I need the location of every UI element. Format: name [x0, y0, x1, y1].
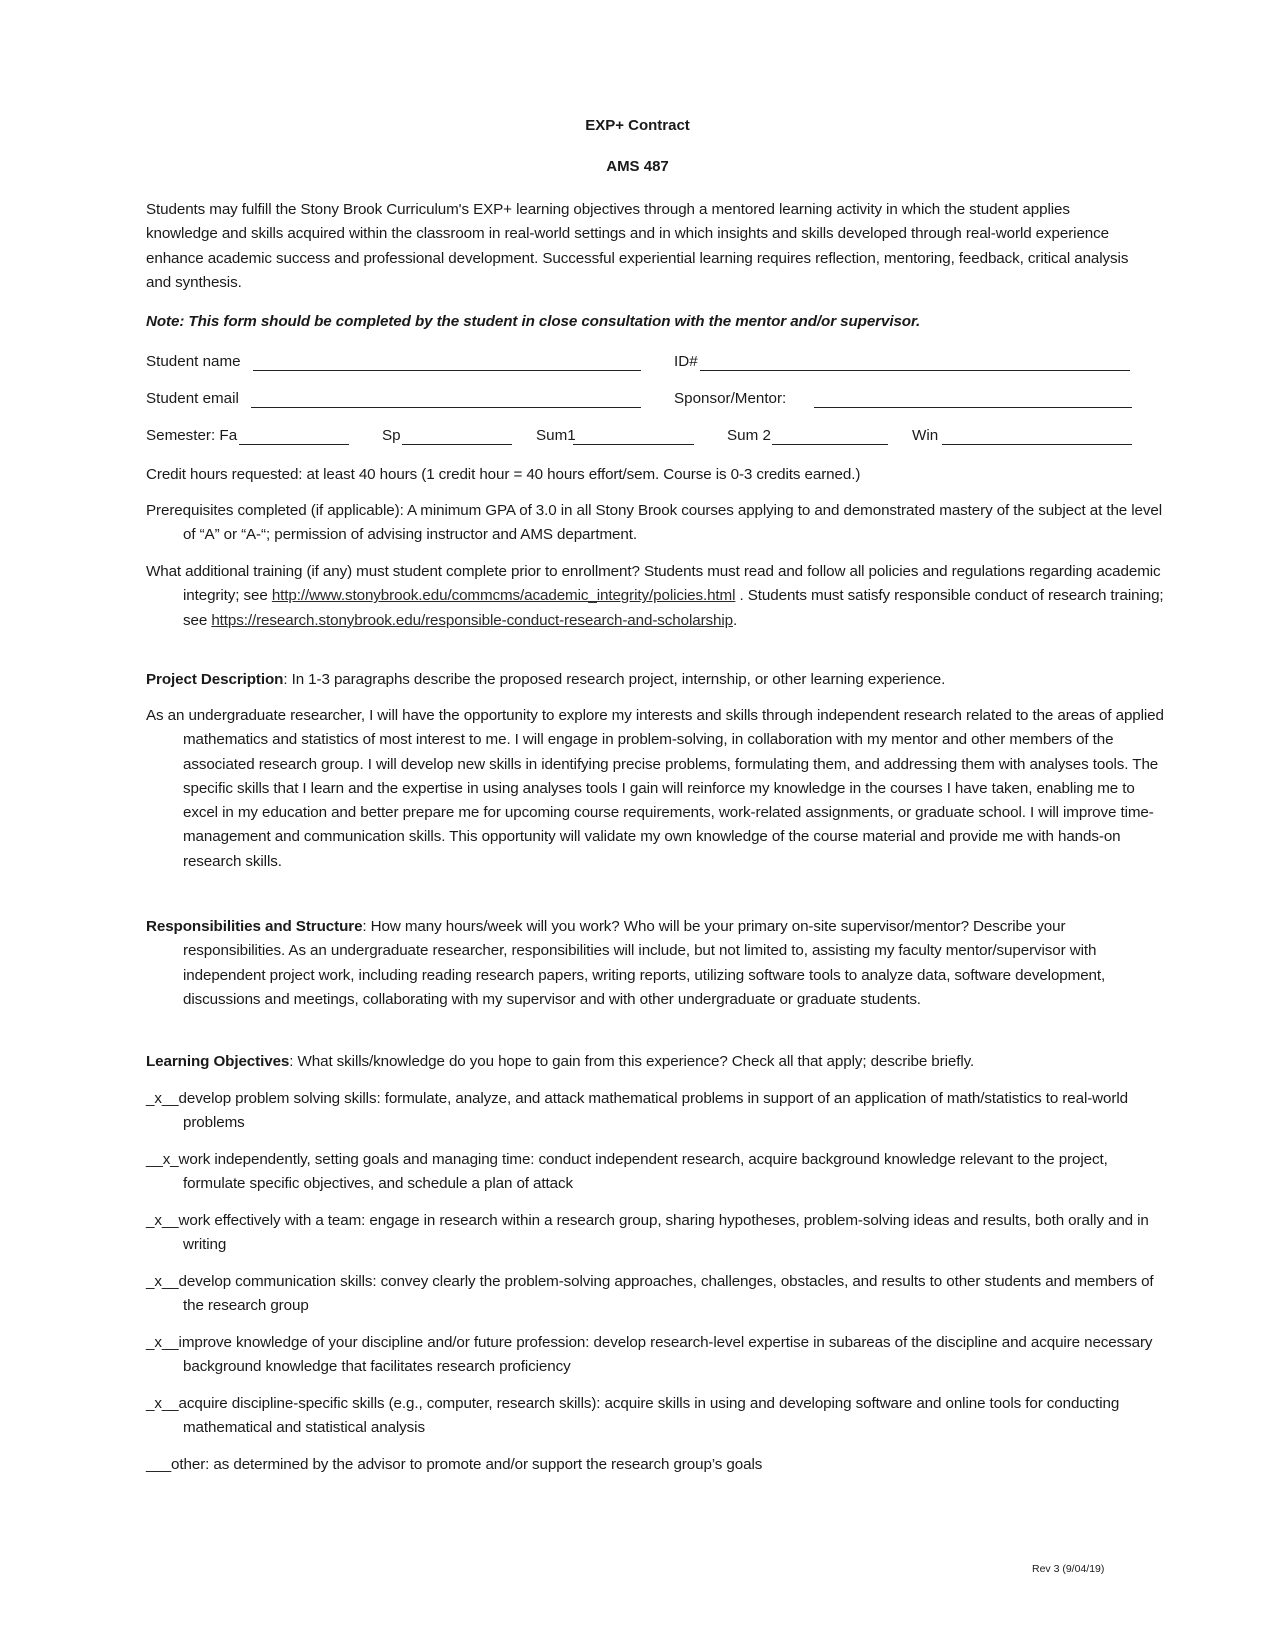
- objective-item[interactable]: [146, 1087, 1168, 1136]
- credit-hours-text: Credit hours requested: at least 40 hours (1 credit hour = 40 hours effort/sem. Course is 0-3 credits earned.): [146, 466, 861, 483]
- project-description-body: As an undergraduate researcher, I will have the opportunity to explore my interests and skills through independent research related to the areas of applied mathematics and statistics of most interest to me. I will engage in problem-solving, in collaboration with my mentor and other members of the associated research group. I will develop new skills in identifying precise problems, formulating them, and addressing them with analyses tools. The specific skills that I learn and the expertise in using analyses tools I gain will reinforce my knowledge in the courses I have taken, enabling me to excel in my education and better prepare me for upcoming course requirements, work-related assignments, or graduate school. I will improve time-management and communication skills. This opportunity will validate my own knowledge of the course material and provide me with hands-on research skills.: [146, 707, 1164, 870]
- objective-item[interactable]: [146, 1209, 1168, 1258]
- student-name-row: [146, 353, 1131, 375]
- objective-text: develop problem solving skills: formulate, analyze, and attack mathematical problems in support of an application of math/statistics to real-world problems: [178, 1090, 1128, 1132]
- objective-item[interactable]: [146, 1331, 1168, 1380]
- responsible-conduct-link[interactable]: https://research.stonybrook.edu/responsible-conduct-research-and-scholarship: [211, 611, 734, 629]
- objective-checkmark[interactable]: _x__: [146, 1334, 179, 1351]
- objective-checkmark[interactable]: ___: [146, 1456, 172, 1473]
- semester-fa-field[interactable]: [239, 444, 349, 445]
- student-name-field[interactable]: [253, 370, 641, 371]
- project-description-heading: Project Description: [146, 671, 284, 688]
- project-description-prompt: [146, 668, 1131, 692]
- semester-sum1-field[interactable]: [573, 444, 694, 445]
- student-name-label: Student name: [146, 353, 241, 370]
- semester-sp-field[interactable]: [402, 444, 512, 445]
- semester-sum2-label: Sum 2: [727, 427, 771, 444]
- semester-fa-label: Semester: Fa: [146, 427, 238, 444]
- objective-checkmark[interactable]: _x__: [146, 1395, 179, 1412]
- semester-sum1-label: Sum1: [536, 427, 576, 444]
- sponsor-label: Sponsor/Mentor:: [674, 390, 787, 407]
- form-note: Note: This form should be completed by the student in close consultation with the mentor and/or supervisor.: [146, 313, 921, 330]
- objective-text: improve knowledge of your discipline and/or future profession: develop research-level expertise in subareas of the discipline and acquire necessary background knowledge that facilitates research proficiency: [178, 1334, 1153, 1376]
- learning-objectives-prompt: [146, 1050, 1131, 1074]
- learning-objectives-heading: Learning Objectives: [146, 1053, 290, 1070]
- training-text-3: .: [733, 611, 738, 629]
- semester-win-label: Win: [912, 427, 939, 444]
- objective-item[interactable]: [146, 1148, 1168, 1197]
- revision-footer: Rev 3 (9/04/19): [1032, 1563, 1105, 1575]
- id-field[interactable]: [700, 370, 1130, 371]
- student-email-row: [146, 390, 1131, 412]
- objective-item[interactable]: [146, 1392, 1168, 1441]
- objective-text: acquire discipline-specific skills (e.g., computer, research skills): acquire skills in using and developing software and online tools for conducting mathematical and statistical analysis: [178, 1395, 1120, 1437]
- objective-item[interactable]: [146, 1453, 1168, 1477]
- objective-text: work independently, setting goals and managing time: conduct independent research, acquire background knowledge relevant to the project, formulate specific objectives, and schedule a plan of attack: [178, 1151, 1108, 1193]
- sponsor-field[interactable]: [814, 407, 1132, 408]
- objective-checkmark[interactable]: _x__: [146, 1212, 179, 1229]
- id-label: ID#: [674, 353, 698, 370]
- student-email-field[interactable]: [251, 407, 641, 408]
- project-description-prompt-text: : In 1-3 paragraphs describe the proposed research project, internship, or other learning experience.: [283, 671, 946, 688]
- training-text-1: What additional training (if any) must student complete prior to enrollment? Students must read and follow all policies and regulations regarding academic integrity; see: [146, 563, 1161, 605]
- objective-item[interactable]: [146, 1270, 1168, 1319]
- document-title: EXP+ Contract: [585, 117, 690, 134]
- objective-checkmark[interactable]: _x__: [146, 1273, 179, 1290]
- training-paragraph: [146, 560, 1168, 633]
- objective-text: develop communication skills: convey clearly the problem-solving approaches, challenges, obstacles, and results to other students and members of the research group: [178, 1273, 1154, 1315]
- semester-sum2-field[interactable]: [772, 444, 888, 445]
- semester-win-field[interactable]: [942, 444, 1132, 445]
- responsibilities-body: : How many hours/week will you work? Who will be your primary on-site supervisor/mentor? Describe your responsibilities. As an undergraduate researcher, responsibilities will include, but not limited to, assisting my faculty mentor/supervisor with independent project work, including reading research papers, writing reports, utilizing software tools to analyze data, software development, discussions and meetings, collaborating with my supervisor and with other undergraduate or graduate students.: [183, 918, 1106, 1008]
- objective-text: work effectively with a team: engage in research within a research group, sharing hypotheses, problem-solving ideas and results, both orally and in writing: [178, 1212, 1149, 1254]
- semester-row: [146, 427, 1131, 449]
- student-email-label: Student email: [146, 390, 239, 407]
- responsibilities-paragraph: [146, 915, 1168, 1012]
- learning-objectives-prompt-text: : What skills/knowledge do you hope to gain from this experience? Check all that apply; describe briefly.: [289, 1053, 975, 1070]
- course-code: AMS 487: [606, 158, 669, 175]
- academic-integrity-link[interactable]: http://www.stonybrook.edu/commcms/academic_integrity/policies.html: [271, 587, 736, 605]
- objective-checkmark[interactable]: _x__: [146, 1090, 179, 1107]
- intro-paragraph: Students may fulfill the Stony Brook Curriculum's EXP+ learning objectives through a mentored learning activity in which the student applies knowledge and skills acquired within the classroom in real-world settings and in which insights and skills developed through real-world experience enhance academic success and professional development. Successful experiential learning requires reflection, mentoring, feedback, critical analysis and synthesis.: [146, 201, 1129, 291]
- objective-checkmark[interactable]: __x_: [146, 1151, 179, 1168]
- prerequisites-text: Prerequisites completed (if applicable): A minimum GPA of 3.0 in all Stony Brook courses applying to and demonstrated mastery of the subject at the level of “A” or “A-“; permission of advising instructor and AMS department.: [146, 502, 1163, 544]
- responsibilities-heading: Responsibilities and Structure: [146, 918, 363, 935]
- semester-sp-label: Sp: [382, 427, 401, 444]
- objective-text: other: as determined by the advisor to promote and/or support the research group’s goals: [171, 1456, 763, 1473]
- training-text-2: . Students must satisfy responsible conduct of research training; see: [183, 587, 1164, 629]
